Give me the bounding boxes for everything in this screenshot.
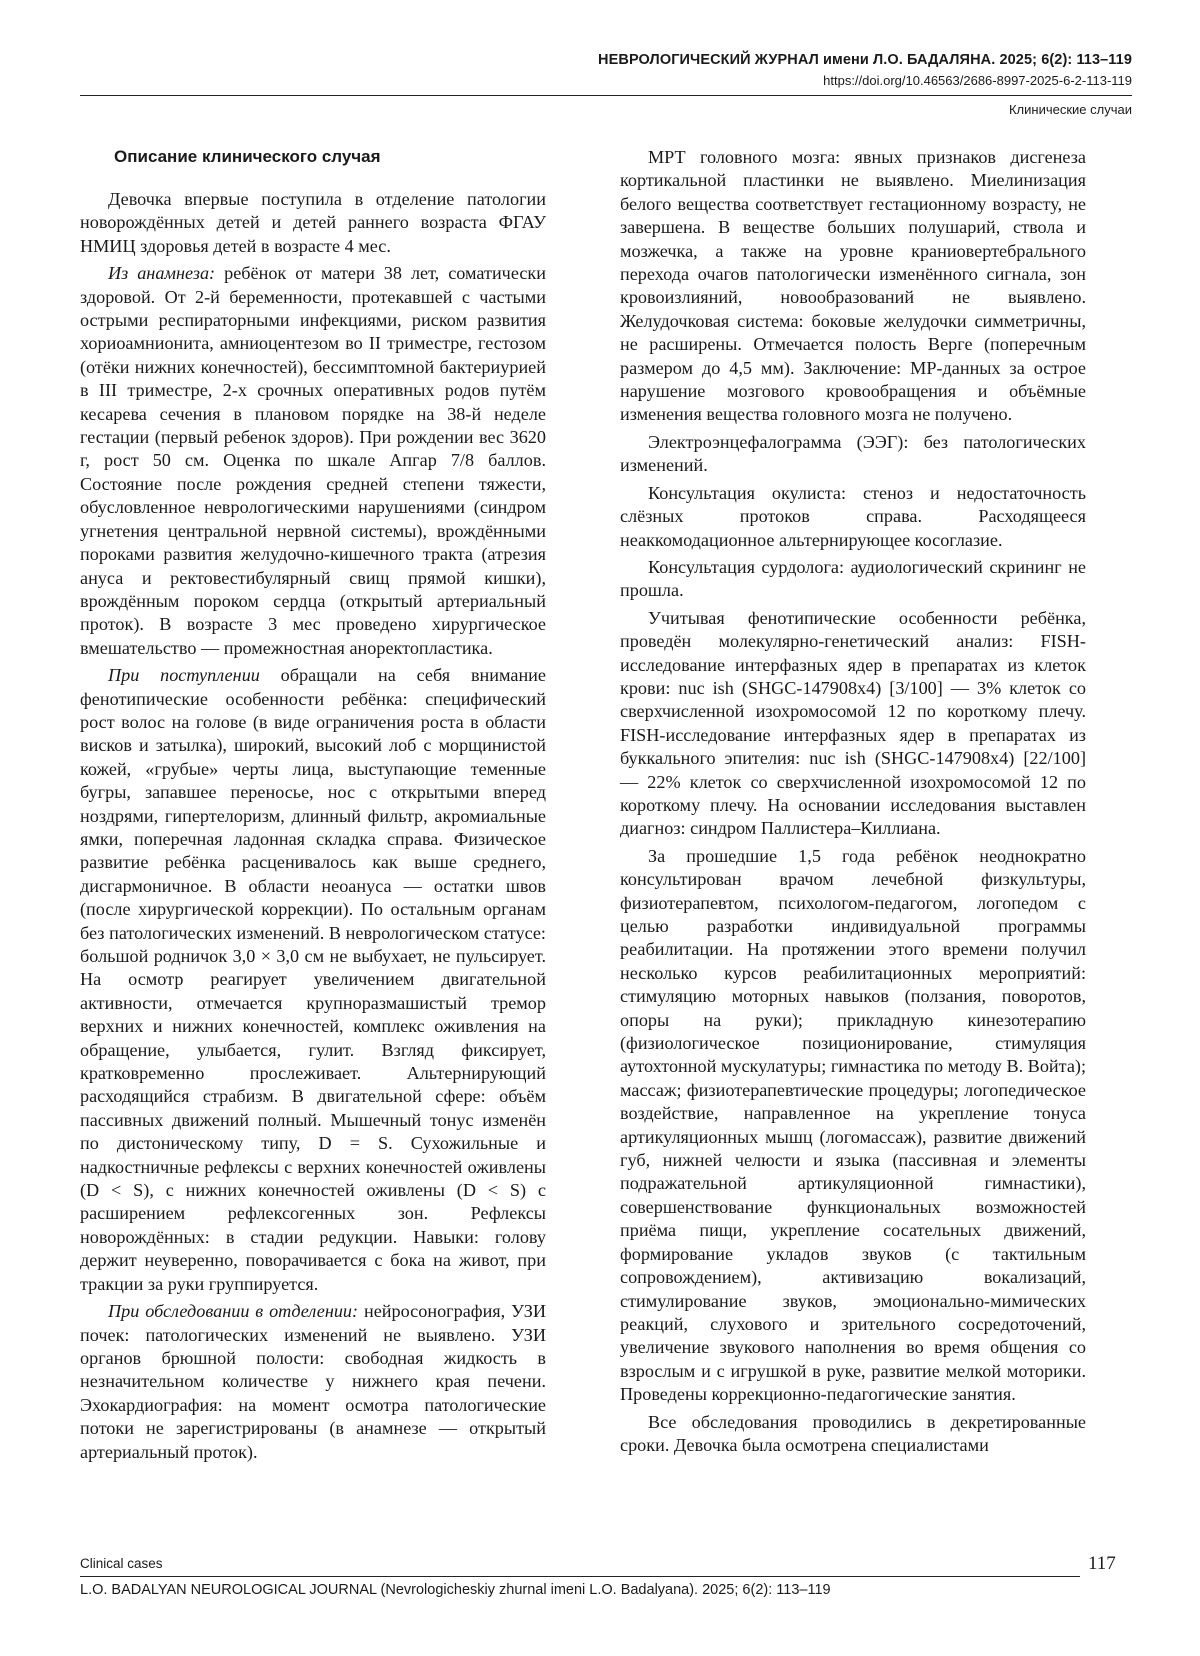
footer-section-label: Clinical cases [80, 1556, 163, 1571]
paragraph-text: Девочка впервые поступила в отделение патологии новорождённых детей и детей раннего возраста ФГАУ НМИЦ здоровья детей в возрасте 4 мес. [80, 189, 546, 256]
paragraph-lead: При поступлении [108, 665, 260, 686]
section-heading: Описание клинического случая [114, 147, 381, 166]
paragraph: Все обследования проводились в декретированные сроки. Девочка была осмотрена специалистами [620, 1411, 1086, 1455]
paragraph: МРТ головного мозга: явных признаков дисгенеза кортикальной пластинки не выявлено. Миелинизация белого вещества соответствует гестационному возрасту, не завершена. В веществе больших полушарий, ствола и мозжечка, а также на уровне краниовертебрального перехода очагов патологически изменённого сигнала, зон кровоизлияний, новообразований не выявлено. Желудочковая система: боковые желудочки симметричны, не расширены. Отмечается полость Верге (поперечным размером до 4,5 мм). Заключение: МР-данных за острое нарушение мозгового кровообращения и объёмные изменения вещества головного мозга не получено. [620, 147, 1086, 425]
page-number: 117 [1088, 1553, 1116, 1574]
paragraph [80, 1300, 546, 1464]
paragraph [80, 188, 546, 258]
journal-header: НЕВРОЛОГИЧЕСКИЙ ЖУРНАЛ имени Л.О. БАДАЛЯНА. 2025; 6(2): 113–119 [598, 52, 1132, 68]
footer-divider [80, 1576, 1080, 1577]
right-column [620, 146, 1086, 1536]
section-label: Клинические случаи [1008, 102, 1132, 117]
footer-citation: L.O. BADALYAN NEUROLOGICAL JOURNAL (Nevrologicheskiy zhurnal imeni L.O. Badalyana). 2025; 6(2): 113–119 [80, 1582, 831, 1598]
paragraph: Электроэнцефалограмма (ЭЭГ): без патологических изменений. [620, 431, 1086, 476]
paragraph-text: нейросонография, УЗИ почек: патологических изменений не выявлено. УЗИ органов брюшной полости: свободная жидкость в незначительном количестве у нижнего края печени. Эхокардиография: на момент осмотра патологические потоки не зарегистрированы (в анамнезе — открытый артериальный проток). [80, 1301, 546, 1462]
paragraph [80, 262, 546, 660]
paragraph-text: обращали на себя внимание фенотипические особенности ребёнка: специфический рост волос на голове (в виде ограничения роста в области висков и затылка), широкий, высокий лоб с морщинистой кожей, «грубые» черты лица, выступающие теменные бугры, запавшее переносье, нос с открытыми вперед ноздрями, гипертелоризм, длинный фильтр, акромиальные ямки, поперечная ладонная складка справа. Физическое развитие ребёнка расценивалось как выше среднего, дисгармоничное. В области неоануса — остатки швов (после хирургической коррекции). По остальным органам без патологических изменений. В неврологическом статусе: большой родничок 3,0 × 3,0 см не выбухает, не пульсирует. На осмотр реагирует увеличением двигательной активности, отмечается крупноразмашистый тремор верхних и нижних конечностей, комплекс оживления на обращение, улыбается, гулит. Взгляд фиксирует, кратковременно прослеживает. Альтернирующий расходящийся страбизм. В двигательной сфере: объём пассивных движений полный. Мышечный тонус изменён по дистоническому типу, D = S. Сухожильные и надкостничные рефлексы с верхних конечностей оживлены (D < S), с нижних конечностей оживлены (D < S) с расширением рефлексогенных зон. Рефлексы новорождённых: в стадии редукции. Навыки: голову держит неуверенно, поворачивается с бока на живот, при тракции за руки группируется. [80, 665, 546, 1294]
paragraph [80, 664, 546, 1296]
paragraph-lead: При обследовании в отделении: [108, 1301, 359, 1322]
paragraph-lead: Из анамнеза: [108, 263, 216, 284]
paragraph: Консультация окулиста: стеноз и недостаточность слёзных протоков справа. Расходящееся неаккомодационное альтернирующее косоглазие. [620, 482, 1086, 550]
paragraph: Учитывая фенотипические особенности ребёнка, проведён молекулярно-генетический анализ: FISH-исследование интерфазных ядер в препаратах из клеток крови: nuc ish (SHGC-147908x4) [3/100] — 3% клеток со сверхчисленной изохромосомой 12 по короткому плечу. FISH-исследование интерфазных ядер в препаратах из буккального эпителия: nuc ish (SHGC-147908x4) [22/100] — 22% клеток со сверхчисленной изохромосомой 12 по короткому плечу. На основании исследования выставлен диагноз: синдром Паллистера–Киллиана. [620, 607, 1086, 839]
paragraph: За прошедшие 1,5 года ребёнок неоднократно консультирован врачом лечебной физкультуры, физиотерапевтом, психологом-педагогом, логопедом с целью разработки индивидуальной программы реабилитации. На протяжении этого времени получил несколько курсов реабилитационных мероприятий: стимуляцию моторных навыков (ползания, поворотов, опоры на руки); прикладную кинезотерапию (физиологическое позиционирование, стимуляция аутохтонной мускулатуры; гимнастика по методу В. Войта); массаж; физиотерапевтические процедуры; логопедическое воздействие, направленное на укрепление тонуса артикуляционных мышц (логомассаж), развитие движений губ, нижней челюсти и языка (пассивная и элементы подражательной артикуляционной гимнастики), совершенствование функциональных возможностей приёма пищи, укрепление сосательных движений, формирование укладов звуков (с тактильным сопровождением), активизацию вокализаций, стимулирование звуков, эмоционально-мимических реакций, слухового и зрительного сосредоточений, увеличение звукового наполнения во время общения со взрослым и с игрушкой в руке, развитие мелкой моторики. Проведены коррекционно-педагогические занятия. [620, 845, 1086, 1405]
header-divider [80, 95, 1132, 96]
paragraph-text: ребёнок от матери 38 лет, соматически здоровой. От 2-й беременности, протекавшей с частыми острыми респираторными инфекциями, риском развития хориоамнионита, амниоцентезом во II триместре, гестозом (отёки нижних конечностей), бессимптомной бактериурией в III триместре, 2-х срочных оперативных родов путём кесарева сечения в плановом порядке на 38-й неделе гестации (первый ребенок здоров). При рождении вес 3620 г, рост 50 см. Оценка по шкале Апгар 7/8 баллов. Состояние после рождения средней степени тяжести, обусловленное неврологическими нарушениями (синдром угнетения центральной нервной системы), врождёнными пороками развития желудочно-кишечного тракта (атрезия ануса и ректовестибулярный свищ прямой кишки), врождённым пороком сердца (открытый артериальный проток). В возрасте 3 мес проведено хирургическое вмешательство — промежностная аноректопластика. [80, 263, 546, 658]
left-column [80, 146, 546, 1536]
doi-link[interactable]: https://doi.org/10.46563/2686-8997-2025-6-2-113-119 [823, 73, 1132, 88]
paragraph: Консультация сурдолога: аудиологический скрининг не прошла. [620, 556, 1086, 601]
